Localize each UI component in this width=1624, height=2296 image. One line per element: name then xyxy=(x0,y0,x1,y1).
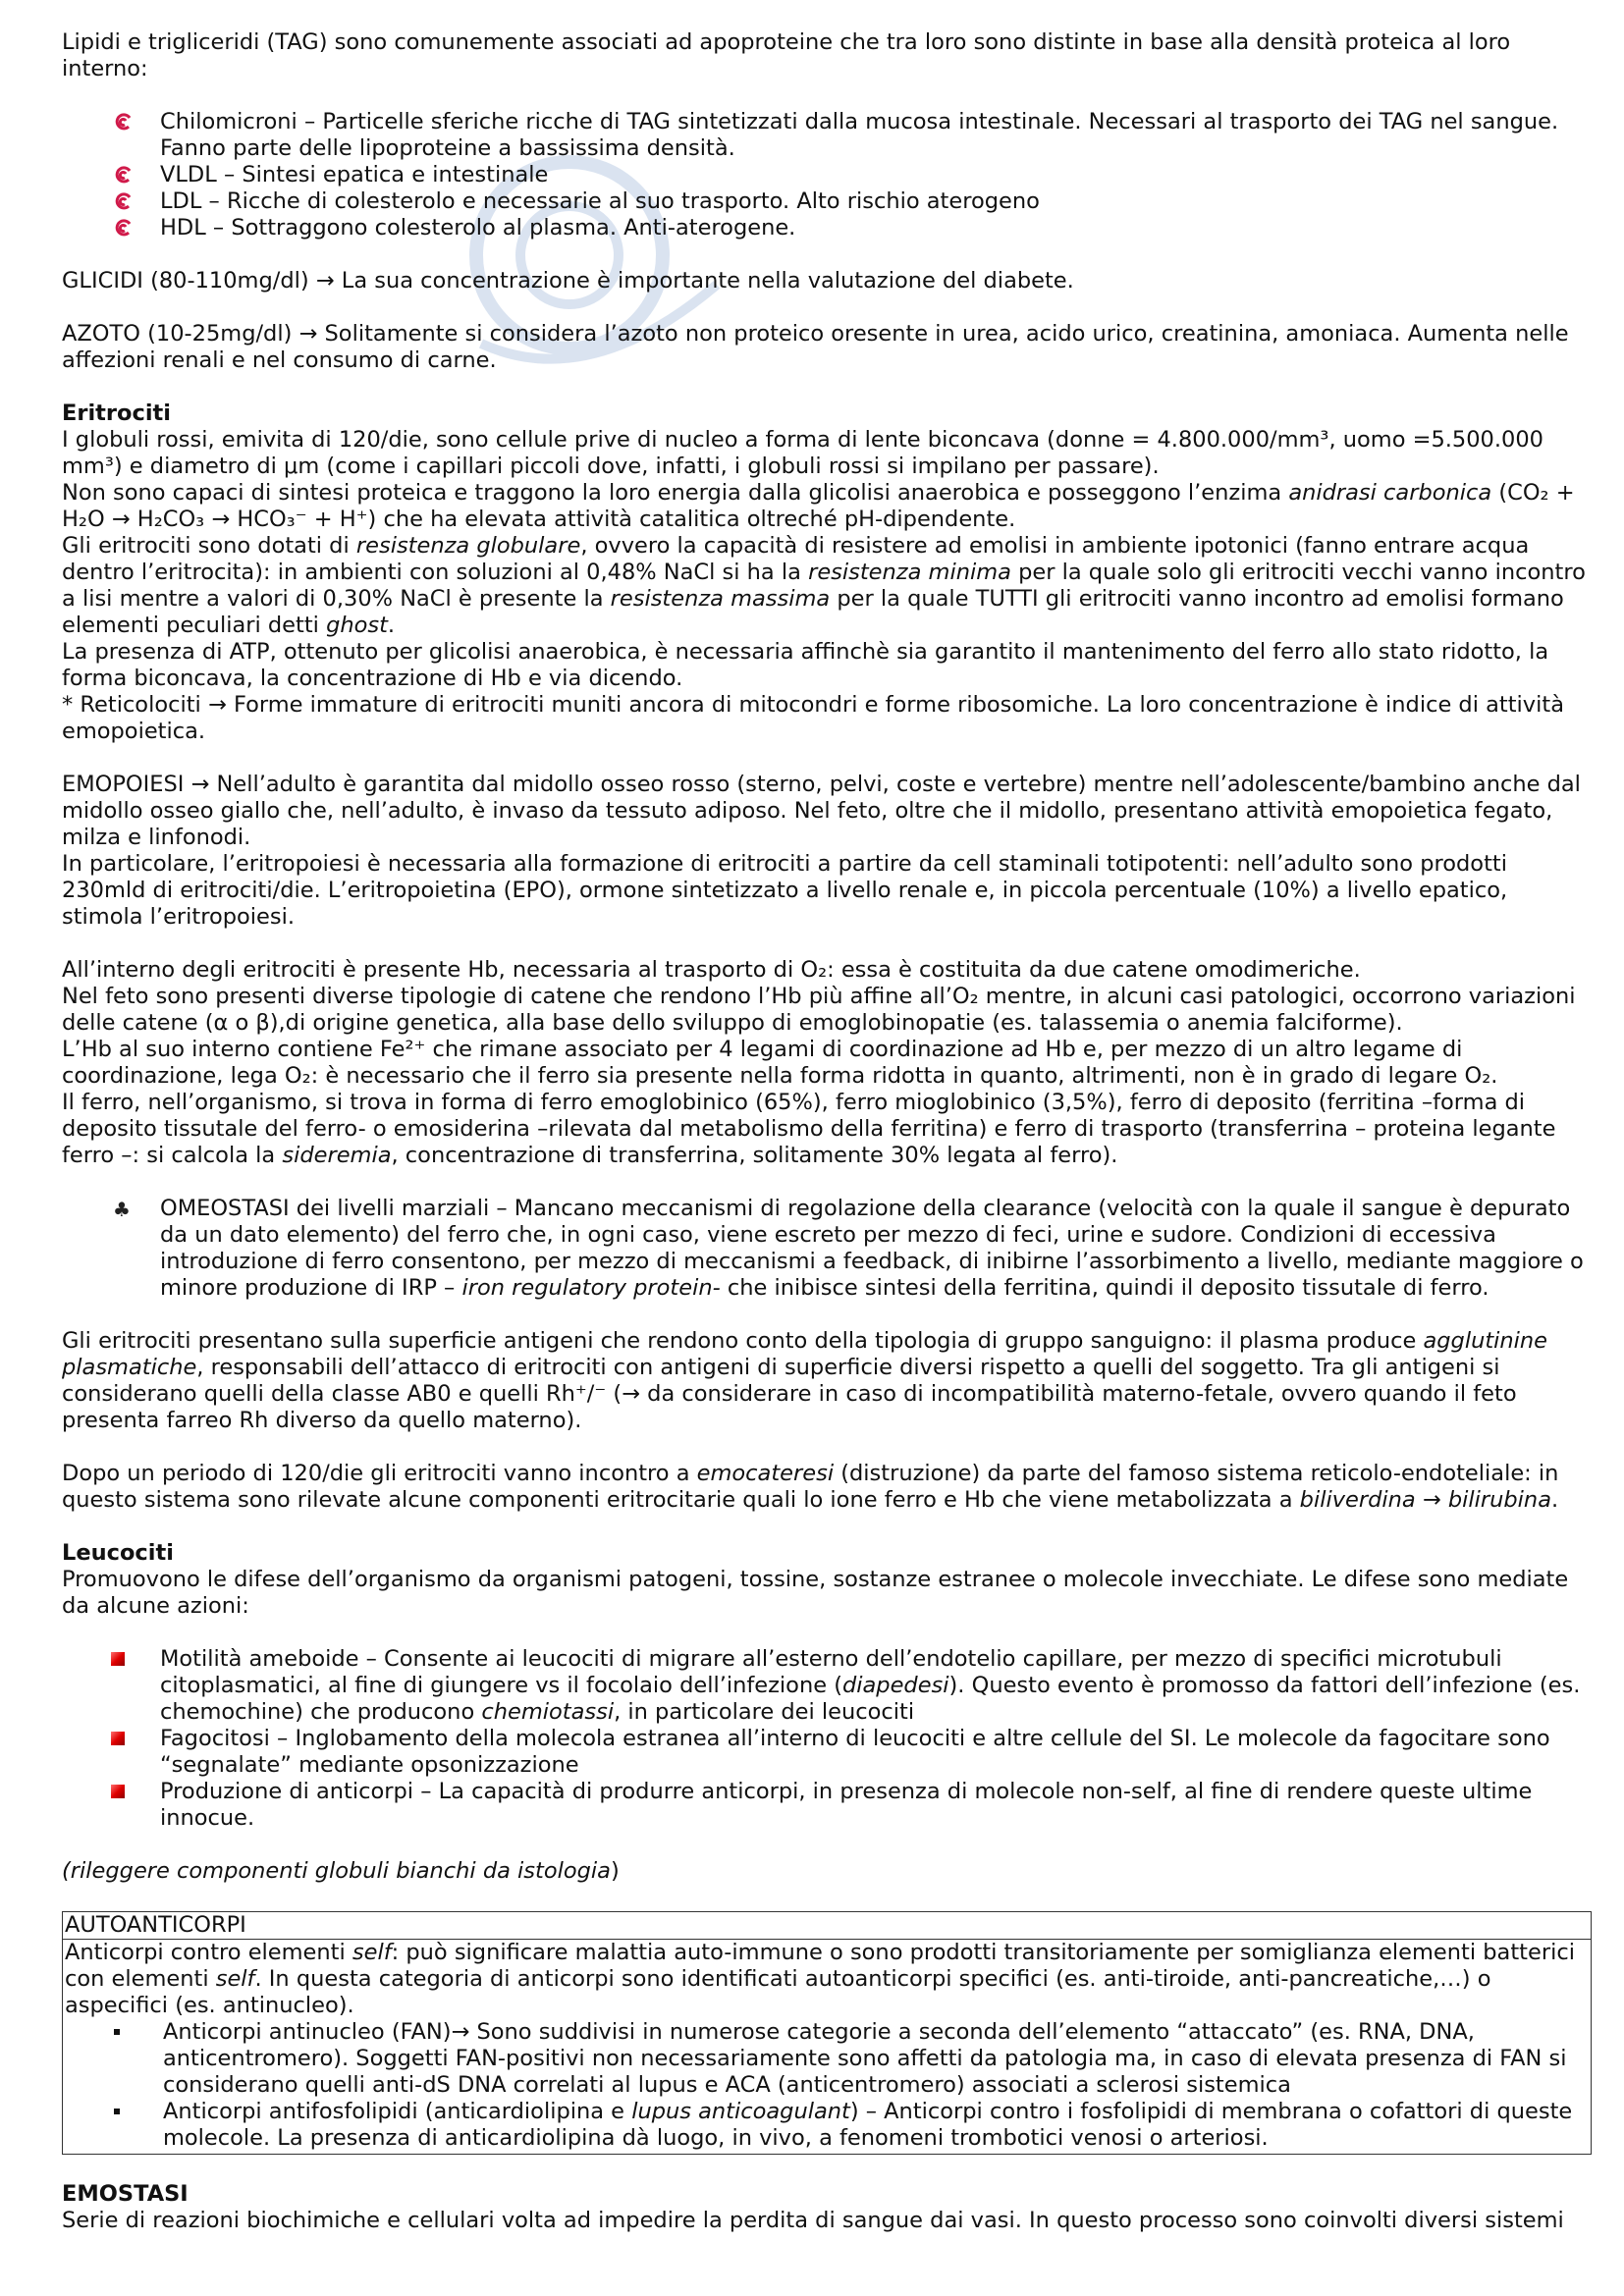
hb-p3: L’Hb al suo interno contiene Fe²⁺ che rimane associato per 4 legami di coordinazione ad Hb e, per mezzo di un altro legame di coordinazione, lega O₂: è necessario che il ferro sia presente nella forma ridotta in quanto, altrimenti, non è in grado di legare O₂. xyxy=(62,1037,1498,1089)
swirl-bullet-icon xyxy=(113,190,135,212)
list-item: Motilità ameboide – Consente ai leucociti di migrare all’esterno dell’endotelio capillare, per mezzo di specifici microtubuli citoplasmatici, al fine di giungere vs il focolaio dell’infezione (diapedesi). Questo evento è promosso da fattori dell’infezione (es. chemochine) che producono chemiotassi, in particolare dei leucociti xyxy=(160,1646,1592,1726)
antigeni-paragraph: Gli eritrociti presentano sulla superficie antigeni che rendono conto della tipologia di gruppo sanguigno: il plasma produce agglutinine plasmatiche, responsabili dell’attacco di eritrociti con antigeni di superficie diversi rispetto a quelli del soggetto. Tra gli antigeni si considerano quelli della classe AB0 e quelli Rh⁺/⁻ (→ da considerare in caso di incompatibilità materno-fetale, ovvero quando il feto presenta farreo Rh diverso da quello materno). xyxy=(62,1328,1548,1433)
list-item: HDL – Sottraggono colesterolo al plasma. Anti-aterogene. xyxy=(160,215,1592,241)
square-bullet-icon xyxy=(114,2029,120,2035)
swirl-bullet-icon xyxy=(113,217,135,239)
list-item: ♣ OMEOSTASI dei livelli marziali – Mancano meccanismi di regolazione della clearance (velocità con la quale il sangue è depurato da un dato elemento) del ferro che, in ogni caso, viene escreto per mezzo di feci, urine e sudore. Condizioni di eccessiva introduzione di ferro consentono, per mezzo di meccanismi a feedback, di inibirne l’assorbimento a livello, mediante maggiore o minore produzione di IRP – iron regulatory protein- che inibisce sintesi della ferritina, quindi il deposito tissutale di ferro. xyxy=(113,1196,1584,1301)
reticolociti-note: * Reticolociti → Forme immature di eritrociti muniti ancora di mitocondri e forme ribosomiche. La loro concentrazione è indice di attività emopoietica. xyxy=(62,692,1564,744)
list-item: LDL – Ricche di colesterolo e necessarie al suo trasporto. Alto rischio aterogeno xyxy=(160,188,1592,215)
swirl-bullet-icon xyxy=(113,164,135,186)
eritrociti-p2: Non sono capaci di sintesi proteica e traggono la loro energia dalla glicolisi anaerobica e posseggono l’enzima anidrasi carbonica (CO₂ + H₂O → H₂CO₃ → HCO₃⁻ + H⁺) che ha elevata attività catalitica oltreché pH-dipendente. xyxy=(62,480,1575,532)
emopoiesi-p2: In particolare, l’eritropoiesi è necessaria alla formazione di eritrociti a partire da cell staminali totipotenti: nell’adulto sono prodotti 230mld di eritrociti/die. L’eritropoietina (EPO), ormone sintetizzato a livello renale e, in piccola percentuale (10%) a livello epatico, stimola l’eritropoiesi. xyxy=(62,851,1508,930)
azoto-paragraph: AZOTO (10-25mg/dl) → Solitamente si considera l’azoto non proteico oresente in urea, acido urico, creatinina, amoniaca. Aumenta nelle affezioni renali e nel consumo di carne. xyxy=(62,321,1569,373)
emocateresi-paragraph: Dopo un periodo di 120/die gli eritrociti vanno incontro a emocateresi (distruzione) da parte del famoso sistema reticolo-endoteliale: in questo sistema sono rilevate alcune componenti eritrocitarie quali lo ione ferro e Hb che viene metabolizzata a biliverdina → bilirubina. xyxy=(62,1461,1559,1513)
document-page xyxy=(62,29,1592,2234)
eritrociti-p4: La presenza di ATP, ottenuto per glicolisi anaerobica, è necessaria affinchè sia garantito il mantenimento del ferro allo stato ridotto, la forma biconcava, la concentrazione di Hb e via dicendo. xyxy=(62,639,1549,691)
autoanticorpi-box xyxy=(62,1911,1592,2155)
list-item: Chilomicroni – Particelle sferiche ricche di TAG sintetizzati dalla mucosa intestinale. Necessari al trasporto dei TAG nel sangue. Fanno parte delle lipoproteine a bassissima densità. xyxy=(160,109,1592,162)
eritrociti-p1: I globuli rossi, emivita di 120/die, sono cellule prive di nucleo a forma di lente biconcava (donne = 4.800.000/mm³, uomo =5.500.000 mm³) e diametro di μm (come i capillari piccoli dove, infatti, i globuli rossi si impilano per passare). xyxy=(62,427,1543,479)
omeostasi-list xyxy=(62,1196,1592,1302)
eritrociti-p3: Gli eritrociti sono dotati di resistenza globulare, ovvero la capacità di resistere ad emolisi in ambiente ipotonici (fanno entrare acqua dentro l’eritrocita): in ambienti con soluzioni al 0,48% NaCl si ha la resistenza minima per la quale solo gli eritrociti vecchi vanno incontro a lisi mentre a valori di 0,30% NaCl è presente la resistenza massima per la quale TUTTI gli eritrociti vanno incontro ad emolisi formano elementi peculiari detti ghost. xyxy=(62,533,1586,638)
autoanticorpi-title: AUTOANTICORPI xyxy=(63,1912,1591,1940)
emostasi-text: Serie di reazioni biochimiche e cellulari volta ad impedire la perdita di sangue dai vasi. In questo processo sono coinvolti diversi sistemi xyxy=(62,2208,1564,2233)
club-bullet-icon: ♣ xyxy=(113,1198,131,1221)
hb-p1: All’interno degli eritrociti è presente Hb, necessaria al trasporto di O₂: essa è costituita da due catene omodimeriche. xyxy=(62,957,1361,983)
autoanticorpi-body: Anticorpi contro elementi self: può significare malattia auto-immune o sono prodotti transitoriamente per somiglianza elementi batterici con elementi self. In questa categoria di anticorpi sono identificati autoanticorpi specifici (es. anti-tiroide, anti-pancreatiche,…) o aspecifici (es. antinucleo). xyxy=(65,1940,1575,2018)
emopoiesi-p1: EMOPOIESI → Nell’adulto è garantita dal midollo osseo rosso (sterno, pelvi, coste e vertebre) mentre nell’adolescente/bambino anche dal midollo osseo giallo che, nell’adulto, è invaso da tessuto adiposo. Nel feto, oltre che il midollo, presentano attività emopoietica fegato, milza e linfonodi. xyxy=(62,772,1581,850)
list-item: Anticorpi antinucleo (FAN)→ Sono suddivisi in numerose categorie a seconda dell’elemento “attaccato” (es. RNA, DNA, anticentromero). Soggetti FAN-positivi non necessariamente sono affetti da patologia ma, in caso di elevata presenza di FAN si considerano quelli anti-dS DNA correlati al lupus e ACA (anticentromero) associati a sclerosi sistemica xyxy=(163,2019,1589,2099)
hb-p2: Nel feto sono presenti diverse tipologie di catene che rendono l’Hb più affine all’O₂ mentre, in alcuni casi patologici, occorrono variazioni delle catene (α o β),di origine genetica, alla base dello sviluppo di emoglobinopatie (es. talassemia o anemia falciforme). xyxy=(62,984,1576,1036)
list-item: Fagocitosi – Inglobamento della molecola estranea all’interno di leucociti e altre cellule del SI. Le molecole da fagocitare sono “segnalate” mediante opsonizzazione xyxy=(160,1726,1592,1779)
red-square-bullet-icon xyxy=(111,1652,125,1666)
hb-p4: Il ferro, nell’organismo, si trova in forma di ferro emoglobinico (65%), ferro mioglobinico (3,5%), ferro di deposito (ferritina –forma di deposito tissutale del ferro- o emosiderina –rilevata dal metabolismo della ferritina) e ferro di trasporto (transferrina – proteina legante ferro –: si calcola la sideremia, concentrazione di transferrina, solitamente 30% legata al ferro). xyxy=(62,1090,1556,1168)
glicidi-paragraph: GLICIDI (80-110mg/dl) → La sua concentrazione è importante nella valutazione del diabete. xyxy=(62,268,1074,294)
istologia-note: (rileggere componenti globuli bianchi da istologia) xyxy=(62,1858,620,1884)
leucociti-intro: Promuovono le difese dell’organismo da organismi patogeni, tossine, sostanze estranee o molecole invecchiate. Le difese sono mediate da alcune azioni: xyxy=(62,1567,1569,1619)
list-item: Anticorpi antifosfolipidi (anticardiolipina e lupus anticoagulant) – Anticorpi contro i fosfolipidi di membrana o cofattori di queste molecole. La presenza di anticardiolipina dà luogo, in vivo, a fenomeni trombotici venosi o arteriosi. xyxy=(163,2099,1589,2152)
leucociti-list xyxy=(62,1646,1592,1832)
red-square-bullet-icon xyxy=(111,1732,125,1745)
swirl-bullet-icon xyxy=(113,111,135,133)
list-item: Produzione di anticorpi – La capacità di produrre anticorpi, in presenza di molecole non-self, al fine di rendere queste ultime innocue. xyxy=(160,1779,1592,1832)
emostasi-heading: EMOSTASI xyxy=(62,2181,189,2207)
square-bullet-icon xyxy=(114,2109,120,2114)
lipids-intro: Lipidi e trigliceridi (TAG) sono comunemente associati ad apoproteine che tra loro sono distinte in base alla densità proteica al loro interno: xyxy=(62,29,1511,81)
list-item: VLDL – Sintesi epatica e intestinale xyxy=(160,162,1592,188)
red-square-bullet-icon xyxy=(111,1785,125,1798)
leucociti-heading: Leucociti xyxy=(62,1540,174,1566)
autoanticorpi-list xyxy=(65,2019,1589,2152)
eritrociti-heading: Eritrociti xyxy=(62,400,172,426)
lipoprotein-list xyxy=(62,109,1592,241)
